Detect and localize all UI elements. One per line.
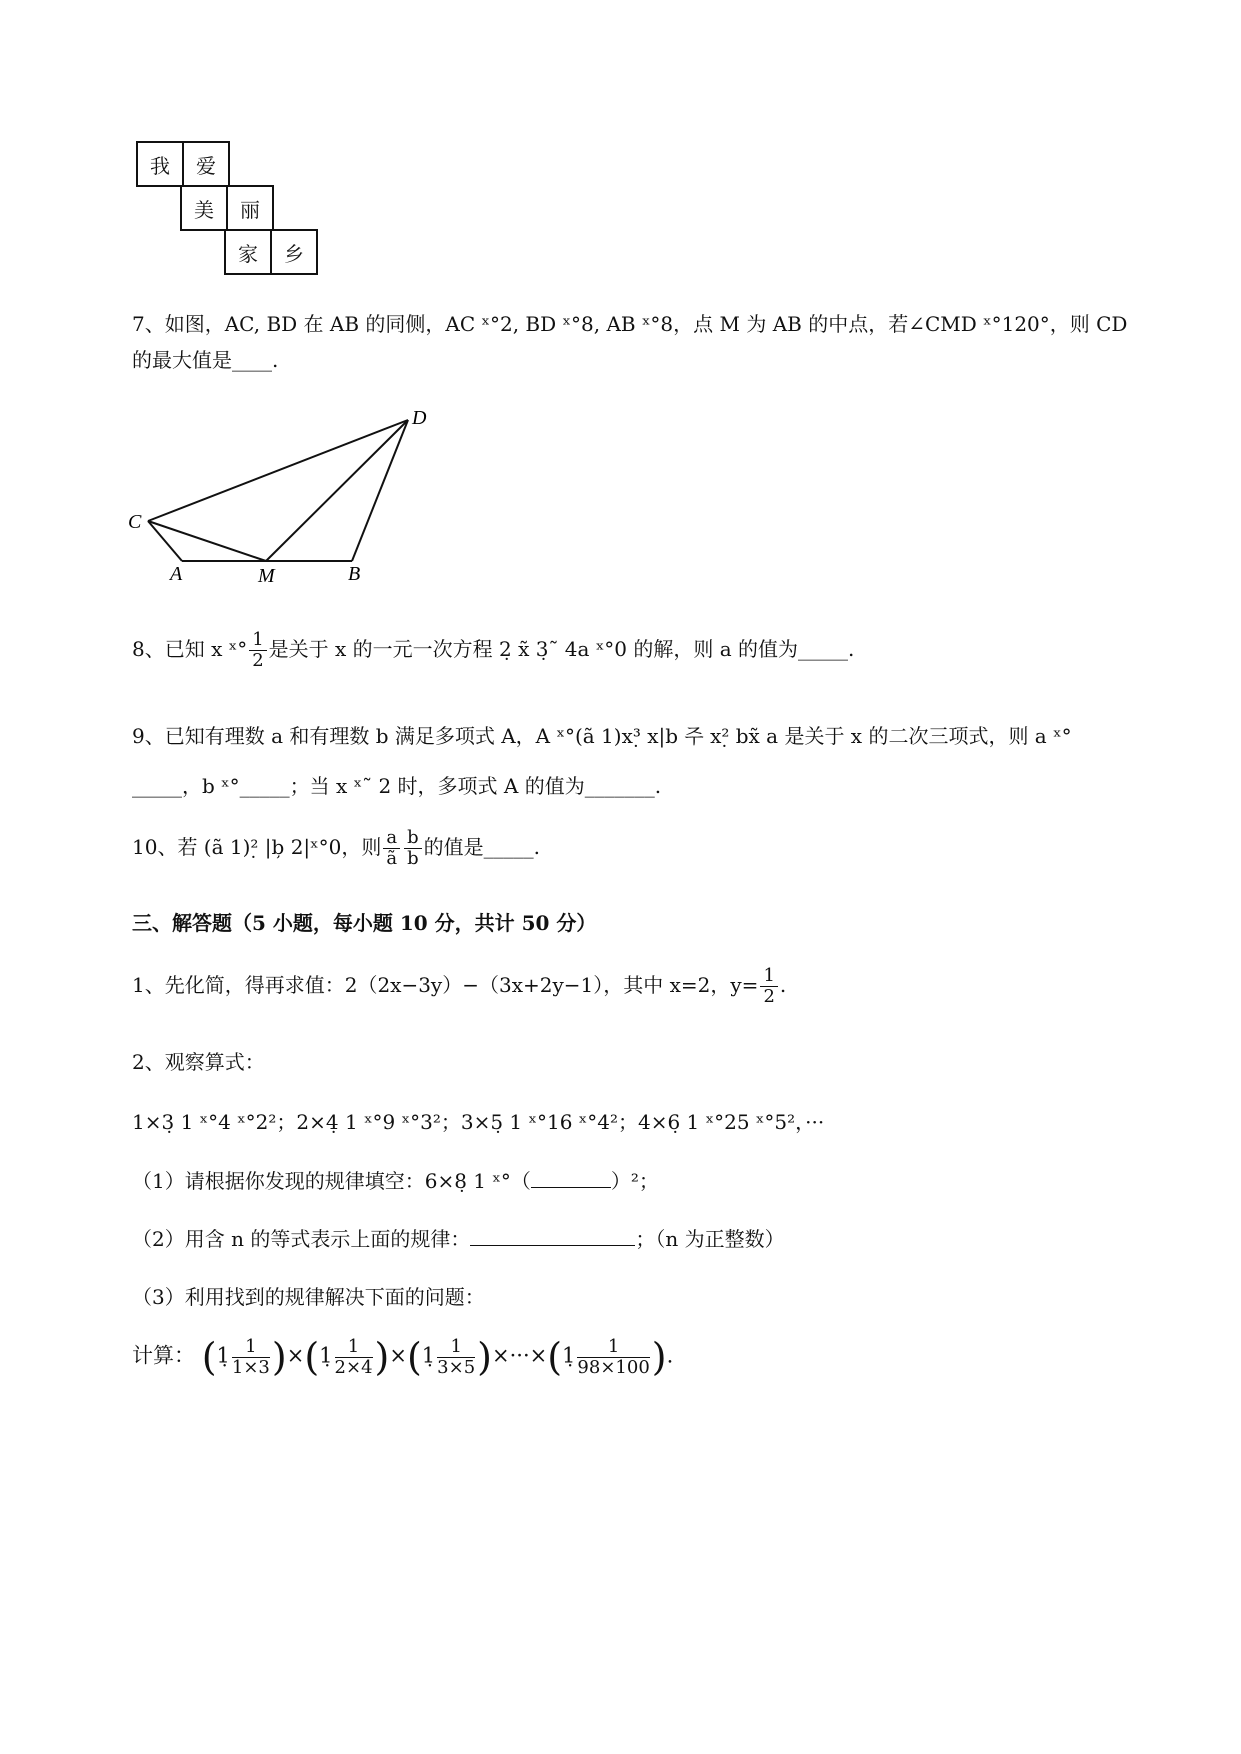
calc-term-1 — [232, 1337, 270, 1378]
calc-term-den: 98×100 — [577, 1356, 650, 1378]
q8-pre: 8、已知 x ˣ° — [132, 636, 248, 661]
grid-cell: 爱 — [182, 141, 230, 187]
question-7-line2: 的最大值是____. — [132, 348, 279, 372]
question-10 — [132, 828, 540, 869]
segment-cd — [148, 420, 408, 521]
grid-cell: 家 — [224, 229, 272, 275]
calc-term-den: 1×3 — [231, 1356, 270, 1378]
problem-2-sub2 — [132, 1223, 785, 1252]
p1-frac-num: 1 — [760, 966, 777, 987]
calc-term-2 — [335, 1337, 373, 1378]
p2-sub1-post: ）²； — [610, 1169, 659, 1193]
calc-one: 1̣ — [562, 1343, 576, 1368]
calculation: 计算： (1̣ $\frac{1}{1\times 3}$ )×(1̣ $\frac{1}{2\times 4}$ )×(1̣ $\frac{1}{3\times 5}$ )×···×(1̣ $\frac{1}{98\times 100}$ ). — [132, 1335, 674, 1379]
q10-pre: 10、若 (ã 1)²̣ |b̦ 2|ˣ°0，则 — [132, 834, 382, 859]
q8-post: 是关于 x 的一元一次方程 2̣ x̃ 3̣˜ 4a ˣ°0 的解，则 a 的值为_____. — [268, 636, 855, 661]
q10-fraction-a — [383, 828, 400, 869]
q10-post: 的值是_____. — [423, 834, 540, 859]
p2-sub2-pre: （2）用含 n 的等式表示上面的规律： — [132, 1227, 471, 1251]
calc-one: 1̣ — [216, 1343, 230, 1368]
problem-2-series: 1×3̣ 1 ˣ°4 ˣ°2²；2×4̣ 1 ˣ°9 ˣ°3²；3×5̣ 1 ˣ°16 ˣ°4²；4×6̣ 1 ˣ°25 ˣ°5²，··· — [132, 1110, 825, 1134]
calc-term-num: 1 — [335, 1337, 373, 1358]
calc-term-den: 3×5 — [437, 1356, 476, 1378]
q8-frac-num: 1 — [249, 630, 266, 651]
p2-sub2-post: ；（n 为正整数） — [635, 1227, 785, 1251]
calc-end: . — [666, 1343, 674, 1368]
answer-blank[interactable] — [470, 1225, 635, 1246]
p1-pre: 1、先化简，得再求值：2（2x−3y）−（3x+2y−1），其中 x=2，y= — [132, 972, 759, 997]
p1-fraction — [760, 966, 777, 1007]
q10-f2-den: b — [407, 847, 419, 869]
problem-2-sub3: （3）利用找到的规律解决下面的问题： — [132, 1285, 485, 1309]
calc-term-num: 1 — [232, 1337, 270, 1358]
p1-frac-den: 2 — [763, 985, 775, 1007]
question-8 — [132, 630, 854, 671]
section-3-heading: 三、解答题（5 小题，每小题 10 分，共计 50 分） — [132, 911, 597, 935]
q10-f1-den: ã — [386, 847, 398, 869]
q8-frac-den: 2 — [252, 649, 264, 671]
q10-f2-num: b — [404, 828, 422, 849]
calc-one: 1̣ — [319, 1343, 333, 1368]
p1-post: . — [779, 972, 787, 997]
grid-cell: 我 — [136, 141, 184, 187]
calc-one: 1̣ — [421, 1343, 436, 1368]
calc-times: × — [286, 1343, 305, 1368]
segment-bd — [352, 420, 408, 561]
label-d: D — [412, 407, 427, 429]
question-9-line1: 9、已知有理数 a 和有理数 b 满足多项式 A，A ˣ°(ã 1)x³̣ x|b 주 x²̣ bx̃ a 是关于 x 的二次三项式，则 a ˣ° — [132, 724, 1072, 748]
problem-2-sub1 — [132, 1165, 659, 1194]
calc-dots: ×···× — [492, 1343, 548, 1368]
problem-2-title: 2、观察算式： — [132, 1050, 265, 1074]
problem-1 — [132, 966, 786, 1007]
calc-term-den: 2×4 — [334, 1356, 373, 1378]
grid-cell: 美 — [180, 185, 228, 231]
answer-blank[interactable] — [531, 1167, 611, 1188]
q10-fraction-b — [404, 828, 422, 869]
grid-cell: 丽 — [226, 185, 274, 231]
calc-term-num: 1 — [577, 1337, 649, 1358]
calc-times: × — [389, 1343, 407, 1368]
label-a: A — [170, 563, 183, 585]
calc-term-4 — [577, 1337, 649, 1378]
grid-cell: 乡 — [270, 229, 318, 275]
question-7-line1: 7、如图，AC, BD 在 AB 的同侧，AC ˣ°2, BD ˣ°8, AB ˣ°8，点 M 为 AB 的中点，若∠CMD ˣ°120°，则 CD — [132, 312, 1128, 336]
label-c: C — [128, 511, 142, 533]
q10-f1-num: a — [383, 828, 400, 849]
question-9-line2: _____，b ˣ°_____；当 x ˣ˜ 2 时，多项式 A 的值为_______. — [132, 774, 662, 798]
p2-sub1-pre: （1）请根据你发现的规律填空：6×8̣ 1 ˣ°（ — [132, 1169, 531, 1193]
calc-label: 计算： — [132, 1343, 195, 1368]
segment-md — [266, 420, 408, 561]
q8-fraction — [249, 630, 266, 671]
geometry-figure — [120, 400, 440, 590]
label-m: M — [258, 565, 275, 587]
label-b: B — [348, 563, 361, 585]
calc-term-num: 1 — [437, 1337, 475, 1358]
calc-term-3 — [437, 1337, 475, 1378]
